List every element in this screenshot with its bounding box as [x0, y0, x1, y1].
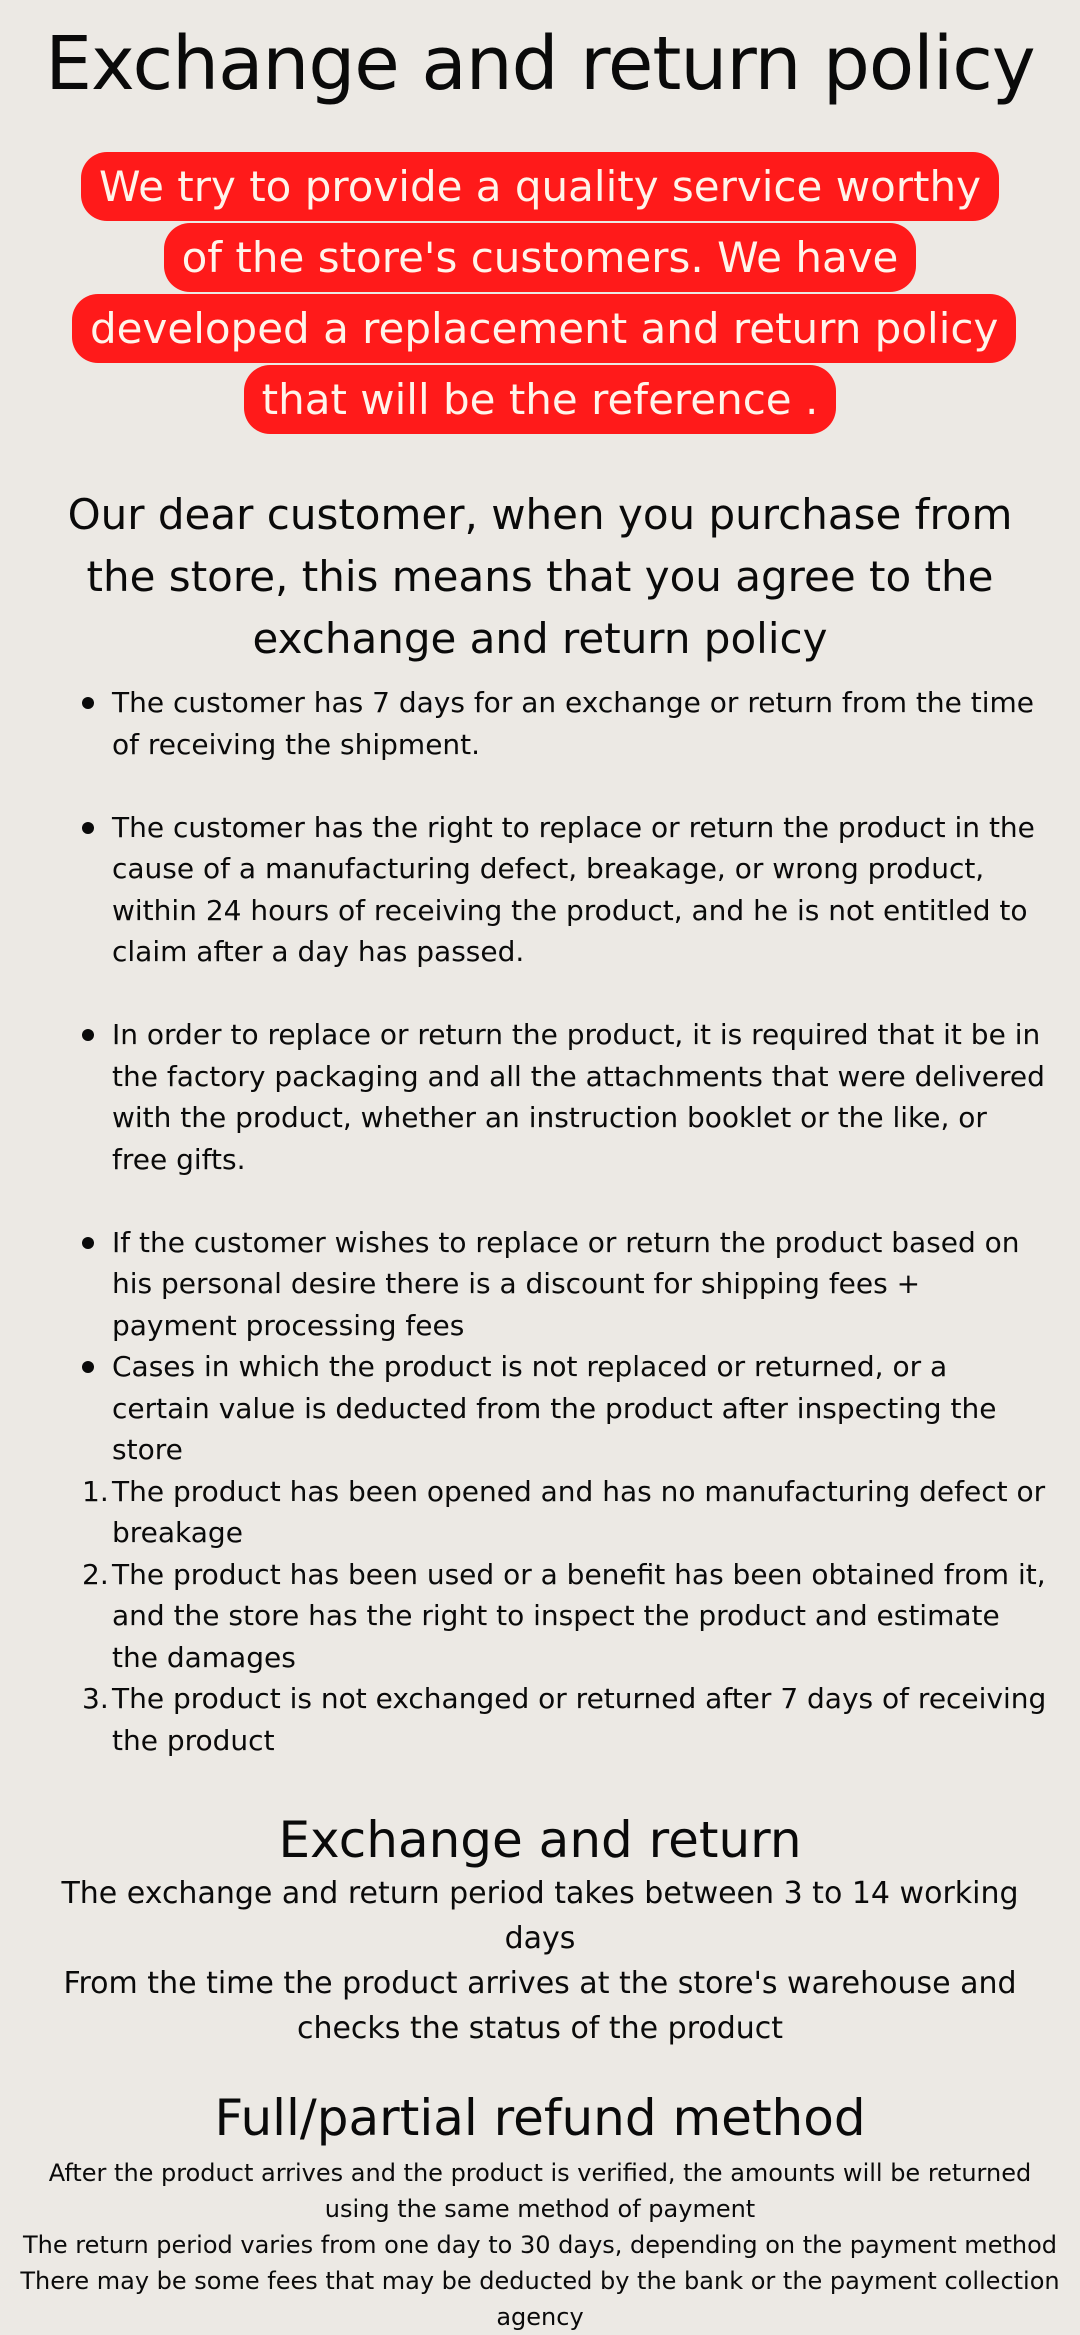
list-item: The customer has the right to replace or return the product in the cause of a manufacturing defect, breakage, or wrong product, within 24 hours of receiving the product, and he is not entitled to claim after a day has passed. [112, 807, 1050, 973]
refund-line: After the product arrives and the product is verified, the amounts will be returned using the same method of payment [48, 2159, 1032, 2223]
list-item-text: The product is not exchanged or returned after 7 days of receiving the product [112, 1682, 1047, 1757]
list-item [82, 1471, 1050, 1554]
list-item-text: The product has been opened and has no manufacturing defect or breakage [112, 1474, 1046, 1549]
policy-rules-list [30, 682, 1050, 1471]
exchange-line: The exchange and return period takes between 3 to 14 working days [61, 1876, 1019, 1956]
list-number: 3. [82, 1682, 109, 1715]
highlight-block [30, 156, 1050, 440]
exception-cases-list [30, 1471, 1050, 1762]
list-item: If the customer wishes to replace or return the product based on his personal desire there is a discount for shipping fees + payment processing fees [112, 1222, 1050, 1347]
refund-line: The return period varies from one day to 30 days, depending on the payment method [23, 2231, 1057, 2259]
refund-line: There may be some fees that may be deducted by the bank or the payment collection agency [20, 2267, 1060, 2331]
refund-section-text [18, 2155, 1062, 2335]
list-item: The customer has 7 days for an exchange or return from the time of receiving the shipment. [112, 682, 1050, 765]
list-number: 2. [82, 1557, 109, 1591]
exchange-section-text [30, 1871, 1050, 2051]
exchange-section-title: Exchange and return [278, 1811, 802, 1869]
intro-text: Our dear customer, when you purchase from the store, this means that you agree to the exchange and return policy [67, 490, 1013, 663]
list-item: Cases in which the product is not replaced or returned, or a certain value is deducted from the product after inspecting the store [112, 1346, 1050, 1471]
exchange-line: From the time the product arrives at the store's warehouse and checks the status of the product [63, 1966, 1017, 2046]
list-item: In order to replace or return the product, it is required that it be in the factory packaging and all the attachments that were delivered with the product, whether an instruction booklet or the like, or free gifts. [112, 1014, 1050, 1180]
list-item [82, 1678, 1050, 1761]
highlight-text: We try to provide a quality service worthy of the store's customers. We have developed a replacement and return policy that will be the reference . [72, 152, 1016, 434]
list-item-text: The product has been used or a benefit has been obtained from it, and the store has the right to inspect the product and estimate the damages [112, 1557, 1046, 1674]
list-item [82, 1554, 1050, 1679]
refund-section-title: Full/partial refund method [214, 2089, 866, 2147]
list-number: 1. [82, 1474, 109, 1508]
page-title: Exchange and return policy [45, 21, 1035, 107]
